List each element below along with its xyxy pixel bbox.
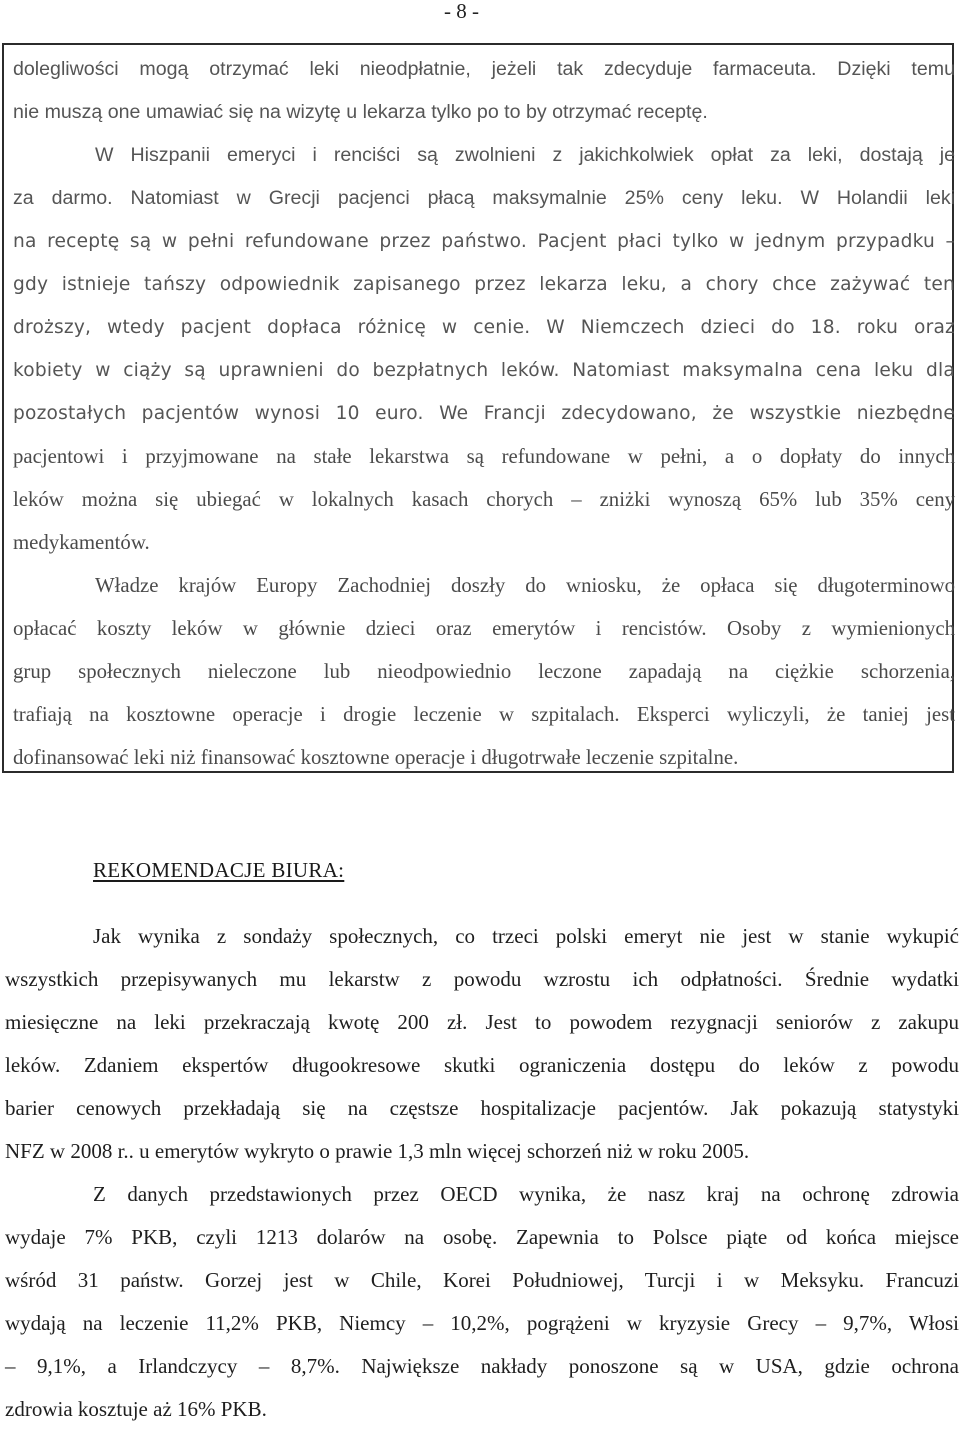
recommendation-line: leków. Zdaniem ekspertów długookresowe skutki ograniczenia dostępu do leków z powodu: [5, 1053, 959, 1077]
recommendation-line: Z danych przedstawionych przez OECD wynika, że nasz kraj na ochronę zdrowia: [93, 1182, 959, 1206]
boxed-line: kobiety w ciąży są uprawnieni do bezpłatnych leków. Natomiast maksymalna cena leku dla: [13, 360, 955, 381]
boxed-line: pacjentowi i przyjmowane na stałe lekarstwa są refundowane w pełni, a o dopłaty do innych: [13, 445, 955, 468]
boxed-line: dofinansować leki niż finansować kosztowne operacje i długotrwałe leczenie szpitalne.: [13, 746, 739, 769]
boxed-line: gdy istnieje tańszy odpowiednik zapisanego przez lekarza leku, a chory chce zażywać ten: [13, 274, 955, 295]
boxed-line: opłacać koszty leków w głównie dzieci oraz emerytów i rencistów. Osoby z wymienionych: [13, 617, 955, 640]
boxed-line: W Hiszpanii emeryci i renciści są zwolnieni z jakichkolwiek opłat za leki, dostają je: [95, 144, 955, 166]
recommendation-line: wydają na leczenie 11,2% PKB, Niemcy – 10,2%, pogrążeni w kryzysie Grecy – 9,7%, Włosi: [5, 1311, 959, 1335]
recommendation-line: miesięczne na leki przekraczają kwotę 200 zł. Jest to powodem rezygnacji seniorów z zakupu: [5, 1010, 959, 1034]
recommendation-line: zdrowia kosztuje aż 16% PKB.: [5, 1397, 267, 1421]
boxed-line: leków można się ubiegać w lokalnych kasach chorych – zniżki wynoszą 65% lub 35% ceny: [13, 488, 955, 511]
recommendations-heading: REKOMENDACJE BIURA:: [93, 858, 345, 882]
boxed-line: droższy, wtedy pacjent dopłaca różnicę w cenie. W Niemczech dzieci do 18. roku oraz: [13, 317, 955, 338]
boxed-line: trafiają na kosztowne operacje i drogie leczenie w szpitalach. Eksperci wyliczyli, że taniej jest: [13, 703, 955, 726]
boxed-line: za darmo. Natomiast w Grecji pacjenci płacą maksymalnie 25% ceny leku. W Holandii leki: [13, 187, 955, 209]
boxed-line: dolegliwości mogą otrzymać leki nieodpłatnie, jeżeli tak zdecyduje farmaceuta. Dzięki temu: [13, 58, 955, 80]
boxed-line: pozostałych pacjentów wynosi 10 euro. We Francji zdecydowano, że wszystkie niezbędne: [13, 403, 955, 424]
boxed-line: grup społecznych nieleczone lub nieodpowiednio leczone zapadają na ciężkie schorzenia,: [13, 660, 955, 683]
recommendation-line: Jak wynika z sondaży społecznych, co trzeci polski emeryt nie jest w stanie wykupić: [93, 924, 959, 948]
boxed-text-section: [2, 43, 954, 773]
recommendation-line: barier cenowych przekładają się na częstsze hospitalizacje pacjentów. Jak pokazują statystyki: [5, 1096, 959, 1120]
boxed-line: Władze krajów Europy Zachodniej doszły do wniosku, że opłaca się długoterminowo: [95, 574, 955, 597]
recommendation-line: wydaje 7% PKB, czyli 1213 dolarów na osobę. Zapewnia to Polsce piąte od końca miejsce: [5, 1225, 959, 1249]
boxed-line: nie muszą one umawiać się na wizytę u lekarza tylko po to by otrzymać receptę.: [13, 101, 708, 123]
boxed-line: na receptę są w pełni refundowane przez państwo. Pacjent płaci tylko w jednym przypadku –: [13, 231, 955, 252]
boxed-line: medykamentów.: [13, 531, 150, 554]
recommendation-line: – 9,1%, a Irlandczycy – 8,7%. Największe nakłady ponoszone są w USA, gdzie ochrona: [5, 1354, 959, 1378]
page-number: - 8 -: [444, 0, 479, 23]
recommendation-line: NFZ w 2008 r.. u emerytów wykryto o prawie 1,3 mln więcej schorzeń niż w roku 2005.: [5, 1139, 750, 1163]
recommendation-line: wśród 31 państw. Gorzej jest w Chile, Korei Południowej, Turcji i w Meksyku. Francuzi: [5, 1268, 959, 1292]
recommendation-line: wszystkich przepisywanych mu lekarstw z powodu wzrostu ich odpłatności. Średnie wydatki: [5, 967, 959, 991]
